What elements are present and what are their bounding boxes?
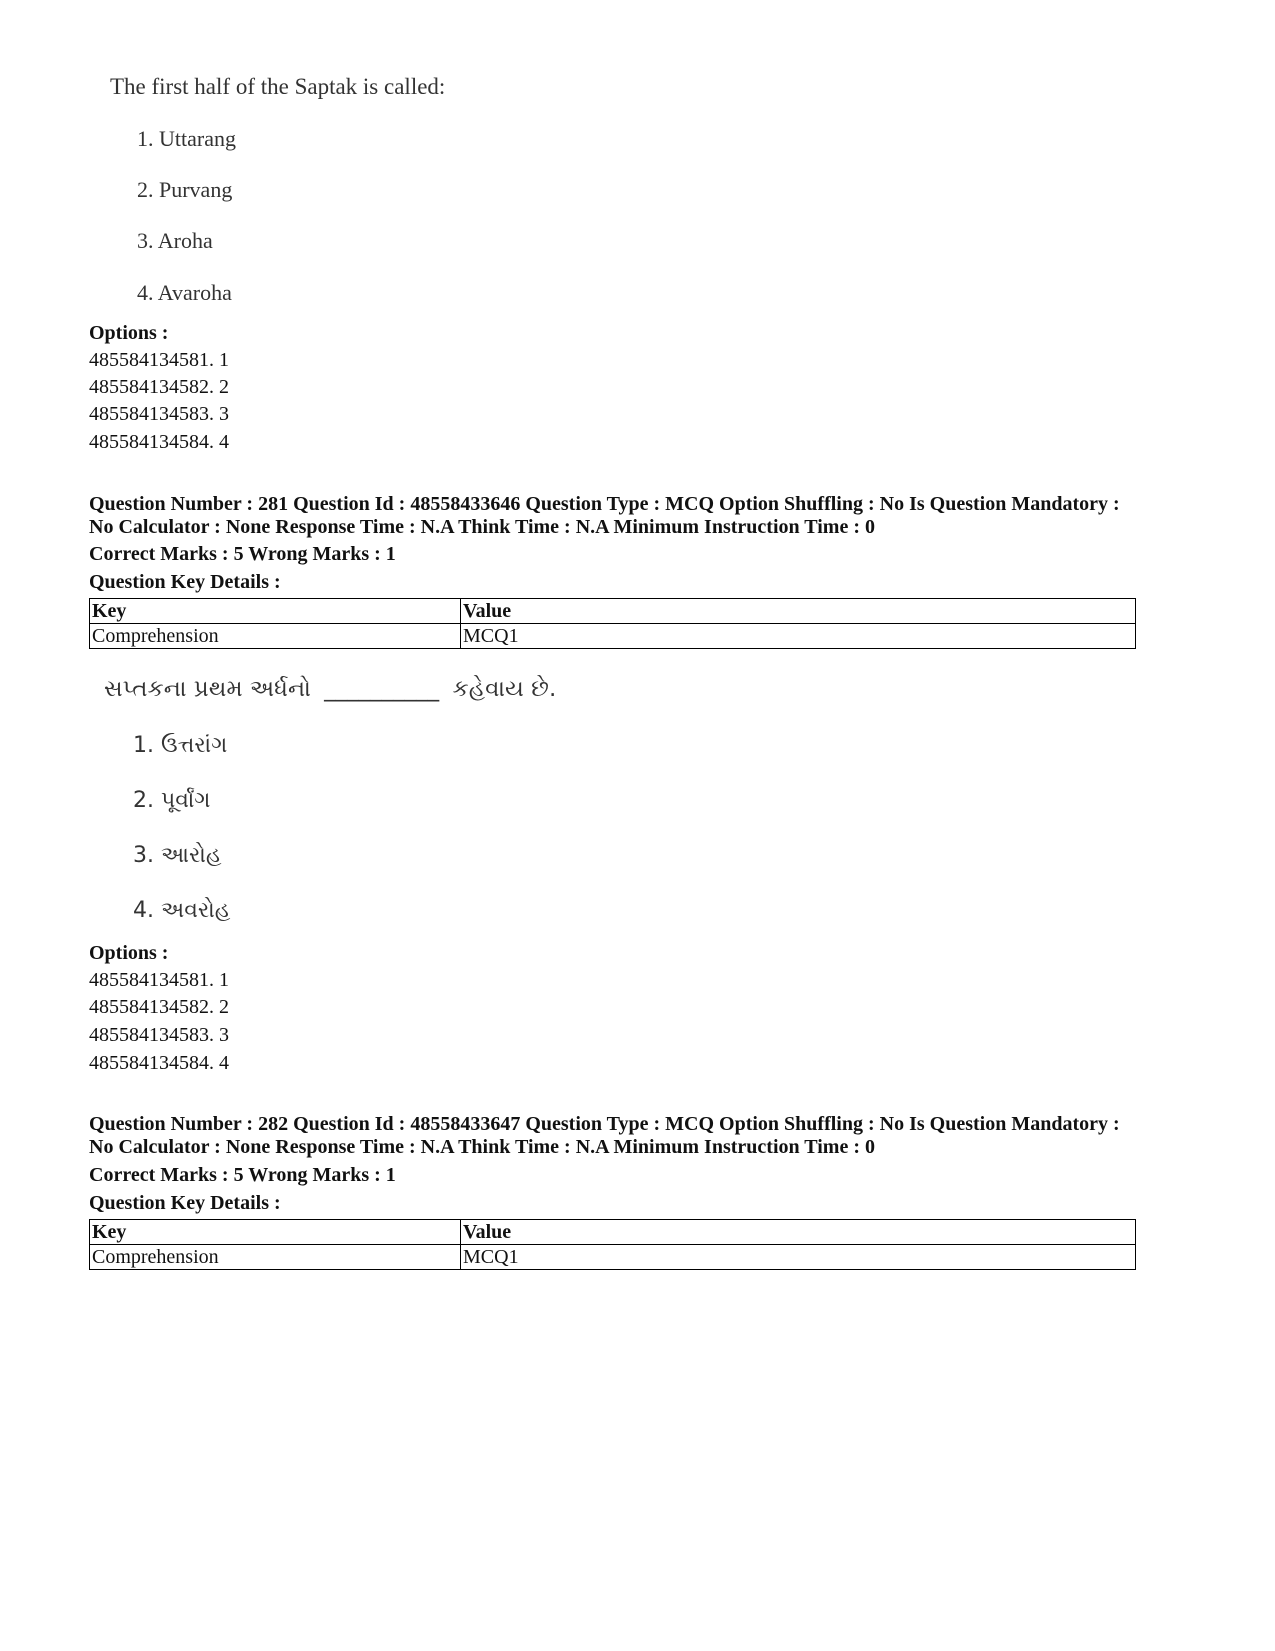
option-item: 485584134583. 3 — [89, 1024, 229, 1046]
question-281-marks: Correct Marks : 5 Wrong Marks : 1 — [89, 543, 396, 565]
option-item: 485584134581. 1 — [89, 349, 229, 371]
gujarati-question-stem — [104, 676, 556, 702]
english-choice-2: 2. Purvang — [137, 177, 233, 202]
table-header-row — [90, 599, 1136, 624]
option-item: 485584134581. 1 — [89, 969, 229, 991]
option-item: 485584134582. 2 — [89, 996, 229, 1018]
gujarati-stem-part-2: કહેવાય છે. — [452, 676, 557, 702]
english-choice-3: 3. Aroha — [137, 228, 213, 253]
english-choice-1: 1. Uttarang — [137, 126, 236, 151]
table-header-value: Value — [461, 599, 1136, 624]
english-question-stem: The first half of the Saptak is called: — [110, 74, 446, 99]
question-282-key-table — [89, 1219, 1136, 1270]
option-item: 485584134582. 2 — [89, 376, 229, 398]
table-header-value: Value — [461, 1220, 1136, 1245]
table-row — [90, 1245, 1136, 1270]
question-282-meta — [89, 1113, 1149, 1159]
question-281-key-table — [89, 598, 1136, 649]
gujarati-choice-2: 2. પૂર્વાંગ — [133, 788, 211, 813]
gujarati-choice-3: 3. આરોહ — [133, 843, 222, 868]
question-281-meta — [89, 493, 1149, 539]
english-choice-4: 4. Avaroha — [137, 280, 232, 305]
question-meta-line-1: Question Number : 281 Question Id : 48558433646 Question Type : MCQ Option Shuffling : No Is Question Mandatory : — [89, 493, 1120, 515]
question-282-key-details-label: Question Key Details : — [89, 1192, 281, 1214]
gujarati-stem-part-1: સપ્તકના પ્રથમ અર્ધનો — [104, 676, 311, 702]
table-header-key: Key — [90, 1220, 461, 1245]
question-282-marks: Correct Marks : 5 Wrong Marks : 1 — [89, 1164, 396, 1186]
table-row — [90, 624, 1136, 649]
option-item: 485584134584. 4 — [89, 1052, 229, 1074]
table-header-row — [90, 1220, 1136, 1245]
option-item: 485584134583. 3 — [89, 403, 229, 425]
table-cell-value: MCQ1 — [461, 624, 1136, 649]
table-cell-key: Comprehension — [90, 1245, 461, 1270]
gujarati-choice-1: 1. ઉત્તરાંગ — [133, 733, 228, 758]
question-meta-line-1: Question Number : 282 Question Id : 48558433647 Question Type : MCQ Option Shuffling : No Is Question Mandatory : — [89, 1113, 1120, 1135]
options-label: Options : — [89, 942, 169, 964]
gujarati-choice-4: 4. અવરોહ — [133, 898, 231, 923]
gujarati-stem-blank: __________ — [324, 676, 440, 702]
question-meta-line-2: No Calculator : None Response Time : N.A Think Time : N.A Minimum Instruction Time : 0 — [89, 516, 875, 538]
table-cell-value: MCQ1 — [461, 1245, 1136, 1270]
option-item: 485584134584. 4 — [89, 431, 229, 453]
table-header-key: Key — [90, 599, 461, 624]
table-cell-key: Comprehension — [90, 624, 461, 649]
question-281-key-details-label: Question Key Details : — [89, 571, 281, 593]
question-meta-line-2: No Calculator : None Response Time : N.A Think Time : N.A Minimum Instruction Time : 0 — [89, 1136, 875, 1158]
options-label: Options : — [89, 322, 169, 344]
